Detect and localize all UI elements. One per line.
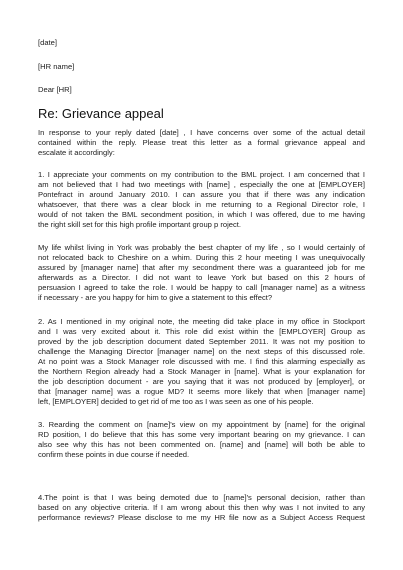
- p3-line-8: that [manager name] was a rogue MD? It seems more likely that when [manager name]: [38, 387, 365, 396]
- p3-line-1: 2. As I mentioned in my original note, the meeting did take place in my office in Stockport: [38, 317, 365, 326]
- p5-line-2: based on any objective criteria. If I am wrong about this then why was I not invited to any: [38, 503, 365, 512]
- p2-line-4: afterwards as a Director. I did not want to leave York but based on this 2 hours of: [38, 273, 365, 282]
- letter-title: Re: Grievance appeal: [38, 106, 164, 121]
- intro-line-2: contained within the reply. Please treat this letter as a formal grievance appeal and: [38, 138, 365, 147]
- date-placeholder: [date]: [38, 38, 57, 47]
- p1-line-3: Pontefract in around January 2010. I can assure you that if there was any indication: [38, 190, 365, 199]
- p1-line-1: 1. I appreciate your comments on my contribution to the BML project. I am concerned that I: [38, 170, 365, 179]
- intro-line-3: escalate it accordingly:: [38, 148, 115, 157]
- p4-line-2: RD position, I do believe that this has some very important bearing on my grievance. I can: [38, 430, 365, 439]
- p3-line-6: the Northern Region already had a Stock Manager in [name]. What is your explanation for: [38, 367, 365, 376]
- p1-line-2: am not believed that I had two meetings with [name] , especially the one at [EMPLOYER]: [38, 180, 365, 189]
- p5-line-3: performance reviews? Please disclose to me my HR file now as a Subject Access Request: [38, 513, 365, 522]
- p2-line-5: persuasion I agreed to take the role. I would be happy to call [manager name] as a witness: [38, 283, 365, 292]
- hr-name-placeholder: [HR name]: [38, 62, 75, 71]
- intro-line-1: In response to your reply dated [date] , I have concerns over some of the actual detail: [38, 128, 365, 137]
- p4-line-3: also see why this has not been commented on. [name] and [name] will both be able to: [38, 440, 365, 449]
- p1-line-4: whatsoever, that there was a clear block in me returning to a Regional Director role, I: [38, 200, 365, 209]
- p3-line-7: the job description document - are you saying that it was not produced by [employer], or: [38, 377, 365, 386]
- p1-line-5: would of not taken the BML secondment position, in which I was offered, due to me having: [38, 210, 365, 219]
- p3-line-5: At no point was a Stock Manager role discussed with me. I find this alarming especially as: [38, 357, 365, 366]
- p1-line-6: the right skill set for this high profile important group p roject.: [38, 220, 242, 229]
- p3-line-4: challenge the Managing Director [manager name] on the next steps of this discussed role.: [38, 347, 365, 356]
- p4-line-4: confirm these points in due course if needed.: [38, 450, 190, 459]
- salutation: Dear [HR]: [38, 85, 72, 94]
- p2-line-3: assured by [manager name] that after my secondment there was a guaranteed job for me: [38, 263, 365, 272]
- p3-line-2: and I was very excited about it. This role did exist within the [EMPLOYER] Group as: [38, 327, 365, 336]
- p5-line-1: 4.The point is that I was being demoted due to [name]'s personal decision, rather than: [38, 493, 365, 502]
- p3-line-3: proved by the job description document dated September 2011. It was not my position to: [38, 337, 365, 346]
- p4-line-1: 3. Rearding the comment on [name]'s view on my appointment by [name] for the original: [38, 420, 365, 429]
- p2-line-6: if necessary - are you happy for him to give a statement to this effect?: [38, 293, 273, 302]
- p3-line-9: left, [EMPLOYER] decided to get rid of me too as I was seen as one of his people.: [38, 397, 314, 406]
- p2-line-2: not relocated back to Cheshire on a whim. During this 2 hour meeting I was unequivocally: [38, 253, 365, 262]
- p2-line-1: My life whilst living in York was probably the best chapter of my life , so I would certainly of: [38, 243, 365, 252]
